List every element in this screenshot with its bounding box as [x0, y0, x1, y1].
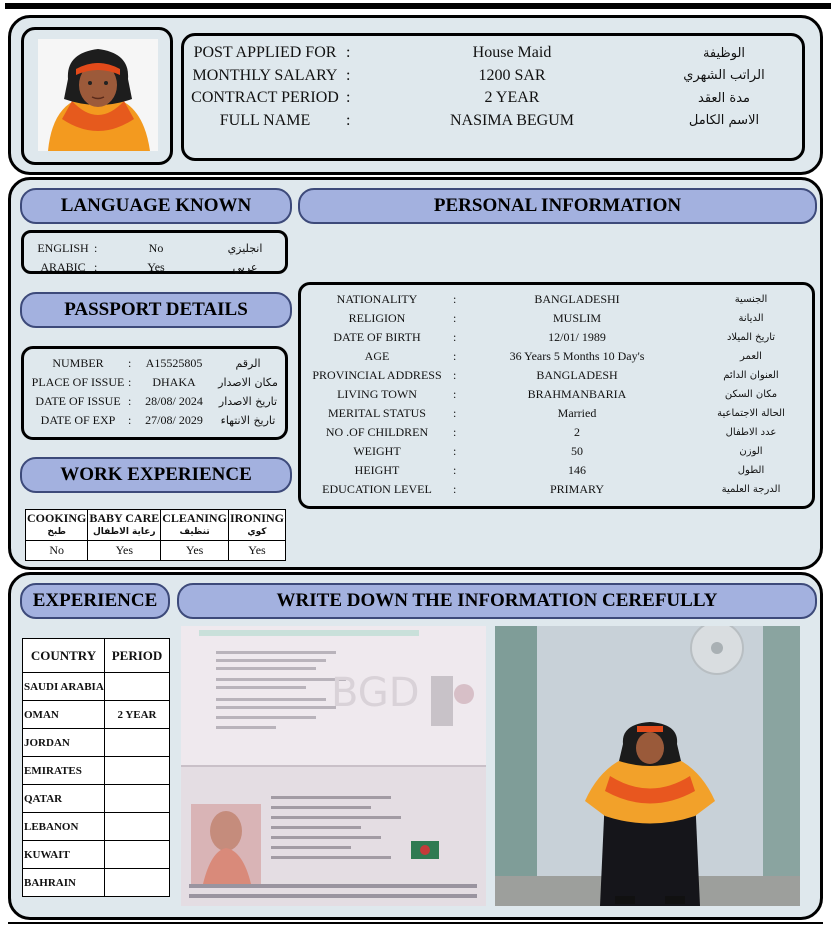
work-skill-value: Yes: [88, 541, 161, 561]
header-label: FULL NAME: [219, 111, 311, 129]
experience-period: [105, 869, 170, 897]
personal-arabic-label: عدد الاطفال: [725, 426, 777, 438]
top-rule: [5, 3, 831, 9]
experience-period: [105, 673, 170, 701]
personal-arabic-label: مكان السكن: [724, 388, 778, 400]
personal-label: WEIGHT: [353, 443, 401, 458]
passport-row: [24, 411, 286, 429]
personal-arabic-label: الطول: [737, 464, 765, 476]
work-experience-table: [25, 509, 286, 561]
personal-label: HEIGHT: [354, 462, 400, 477]
header-colon: :: [346, 89, 351, 106]
passport-title: PASSPORT DETAILS: [20, 292, 292, 328]
personal-value: BANGLADESH: [536, 367, 618, 382]
svg-text:BGD: BGD: [331, 670, 420, 716]
personal-arabic-label: الجنسية: [734, 293, 768, 305]
personal-label: LIVING TOWN: [337, 386, 417, 401]
passport-arabic-label: مكان الاصدار: [218, 375, 278, 389]
work-skill-header: [161, 510, 229, 541]
personal-label: NO .OF CHILDREN: [325, 424, 429, 439]
work-skill-ar: كوي: [247, 527, 267, 537]
personal-row: [301, 423, 813, 441]
personal-label: AGE: [364, 348, 390, 363]
details-section: [8, 177, 823, 570]
personal-arabic-label: الحالة الاجتماعية: [717, 407, 785, 419]
header-label: CONTRACT PERIOD: [191, 89, 339, 106]
personal-label: DATE OF BIRTH: [333, 329, 421, 344]
work-skill-header: [228, 510, 285, 541]
work-skill-en: BABY CARE: [89, 511, 160, 525]
personal-colon: :: [453, 443, 457, 458]
language-value: No: [148, 240, 164, 255]
passport-arabic-label: تاريخ الاصدار: [218, 394, 278, 408]
experience-country: LEBANON: [23, 813, 105, 841]
header-label: MONTHLY SALARY: [192, 66, 338, 84]
work-skill-en: CLEANING: [162, 511, 227, 525]
language-colon: :: [94, 240, 98, 255]
personal-row: [301, 347, 813, 365]
application-summary: [181, 33, 805, 161]
passport-label: DATE OF ISSUE: [35, 393, 121, 408]
experience-country: OMAN: [23, 701, 105, 729]
personal-value: MUSLIM: [552, 310, 601, 325]
language-row: [24, 239, 284, 257]
personal-row: [301, 309, 813, 327]
work-experience-title: WORK EXPERIENCE: [20, 457, 292, 493]
header-value: House Maid: [472, 44, 552, 61]
passport-row: [24, 373, 286, 391]
language-arabic-label: عربي: [232, 260, 258, 274]
language-colon: :: [94, 259, 98, 274]
personal-colon: :: [453, 462, 457, 477]
personal-row: [301, 461, 813, 479]
passport-arabic-label: الرقم: [235, 356, 261, 370]
write-info-banner: WRITE DOWN THE INFORMATION CEREFULLY: [177, 583, 817, 619]
passport-colon: :: [128, 355, 132, 370]
experience-header-row: [23, 639, 170, 673]
header-section: [8, 15, 823, 175]
personal-colon: :: [453, 424, 457, 439]
experience-period: [105, 757, 170, 785]
work-skill-en: COOKING: [27, 511, 87, 525]
personal-row: [301, 404, 813, 422]
personal-colon: :: [453, 348, 457, 363]
personal-row: [301, 385, 813, 403]
personal-value: 36 Years 5 Months 10 Day's: [509, 348, 645, 363]
experience-country: BAHRAIN: [23, 869, 105, 897]
personal-colon: :: [453, 310, 457, 325]
language-title: LANGUAGE KNOWN: [20, 188, 292, 224]
personal-arabic-label: العمر: [740, 350, 762, 362]
passport-label: DATE OF EXP: [40, 412, 116, 427]
personal-value: 146: [568, 462, 586, 477]
header-value: NASIMA BEGUM: [449, 111, 574, 129]
personal-arabic-label: العنوان الدائم: [723, 369, 779, 381]
header-colon: :: [346, 111, 351, 129]
header-colon: :: [346, 44, 351, 61]
experience-country: QATAR: [23, 785, 105, 813]
experience-country: KUWAIT: [23, 841, 105, 869]
experience-period: [105, 729, 170, 757]
header-value: 2 YEAR: [484, 89, 540, 106]
language-value: Yes: [147, 259, 165, 274]
personal-row: [301, 442, 813, 460]
passport-colon: :: [128, 374, 132, 389]
header-colon: :: [346, 66, 351, 84]
personal-colon: :: [453, 405, 457, 420]
passport-row: [24, 354, 286, 372]
header-row: [184, 110, 804, 132]
personal-colon: :: [453, 367, 457, 382]
personal-value: PRIMARY: [549, 481, 605, 496]
passport-arabic-label: تاريخ الانتهاء: [220, 413, 276, 427]
language-label: ENGLISH: [37, 240, 89, 255]
personal-label: PROVINCIAL ADDRESS: [312, 367, 442, 382]
personal-colon: :: [453, 481, 457, 496]
experience-period: [105, 813, 170, 841]
work-skill-ar: رعاية الاطفال: [92, 527, 156, 537]
personal-info-box: [298, 282, 815, 509]
bottom-rule: [8, 922, 823, 924]
personal-arabic-label: الوزن: [739, 445, 763, 457]
personal-value: Married: [557, 405, 597, 420]
experience-row: [23, 673, 170, 701]
profile-photo-frame: [21, 27, 173, 165]
passport-colon: :: [128, 412, 132, 427]
experience-row: [23, 841, 170, 869]
personal-arabic-label: تاريخ الميلاد: [726, 331, 776, 343]
passport-value: 27/08/ 2029: [145, 412, 203, 427]
header-arabic-label: الوظيفة: [702, 45, 746, 61]
work-skill-ar: طبخ: [47, 527, 66, 537]
experience-country: EMIRATES: [23, 757, 105, 785]
passport-label: NUMBER: [52, 355, 104, 370]
work-skill-ar: تنظيف: [179, 527, 210, 537]
personal-value: 2: [574, 424, 580, 439]
header-value: 1200 SAR: [478, 66, 546, 84]
personal-label: RELIGION: [348, 310, 406, 325]
personal-colon: :: [453, 386, 457, 401]
passport-scan-image: [181, 626, 486, 906]
passport-box: [21, 346, 288, 440]
language-box: [21, 230, 288, 274]
personal-label: EDUCATION LEVEL: [322, 481, 432, 496]
personal-label: MERITAL STATUS: [328, 405, 426, 420]
passport-value: 28/08/ 2024: [145, 393, 203, 408]
experience-period: [105, 785, 170, 813]
work-skill-value: Yes: [161, 541, 229, 561]
experience-section: [8, 572, 823, 920]
personal-arabic-label: الديانة: [738, 312, 764, 324]
passport-colon: :: [128, 393, 132, 408]
header-arabic-label: مدة العقد: [698, 90, 750, 106]
personal-value: 12/01/ 1989: [548, 329, 606, 344]
language-row: [24, 258, 284, 276]
personal-row: [301, 328, 813, 346]
passport-value: A15525805: [145, 355, 203, 370]
experience-row: [23, 785, 170, 813]
experience-title: EXPERIENCE: [20, 583, 170, 619]
work-skill-value: No: [26, 541, 88, 561]
personal-value: BRAHMANBARIA: [527, 386, 627, 401]
language-label: ARABIC: [40, 259, 86, 274]
personal-info-title: PERSONAL INFORMATION: [298, 188, 817, 224]
work-skill-value: Yes: [228, 541, 285, 561]
experience-country-header: COUNTRY: [23, 639, 105, 673]
experience-table: [22, 638, 170, 897]
full-body-photo: [495, 626, 800, 906]
experience-row: [23, 869, 170, 897]
header-arabic-label: الراتب الشهري: [683, 68, 765, 83]
header-row: [184, 65, 804, 87]
experience-country: JORDAN: [23, 729, 105, 757]
personal-arabic-label: الدرجة العلمية: [721, 483, 781, 495]
experience-period: [105, 841, 170, 869]
personal-value: 50: [571, 443, 583, 458]
personal-row: [301, 290, 813, 308]
personal-row: [301, 366, 813, 384]
header-label: POST APPLIED FOR: [193, 44, 337, 61]
header-arabic-label: الاسم الكامل: [688, 113, 760, 128]
experience-country: SAUDI ARABIA: [23, 673, 105, 701]
work-skill-en: IRONING: [229, 511, 284, 525]
header-row: [184, 87, 804, 109]
personal-colon: :: [453, 291, 457, 306]
experience-row: [23, 813, 170, 841]
work-skill-header: [88, 510, 161, 541]
passport-label: PLACE OF ISSUE: [31, 374, 125, 389]
passport-row: [24, 392, 286, 410]
experience-row: [23, 757, 170, 785]
experience-row: [23, 701, 170, 729]
passport-value: DHAKA: [152, 374, 196, 389]
experience-row: [23, 729, 170, 757]
header-row: [184, 42, 804, 64]
personal-value: BANGLADESHI: [534, 291, 620, 306]
profile-photo: [38, 39, 158, 151]
personal-colon: :: [453, 329, 457, 344]
language-arabic-label: انجليزي: [227, 241, 263, 255]
personal-label: NATIONALITY: [336, 291, 418, 306]
experience-period-header: PERIOD: [105, 639, 170, 673]
work-skill-header: [26, 510, 88, 541]
experience-period: 2 YEAR: [105, 701, 170, 729]
personal-row: [301, 480, 813, 498]
